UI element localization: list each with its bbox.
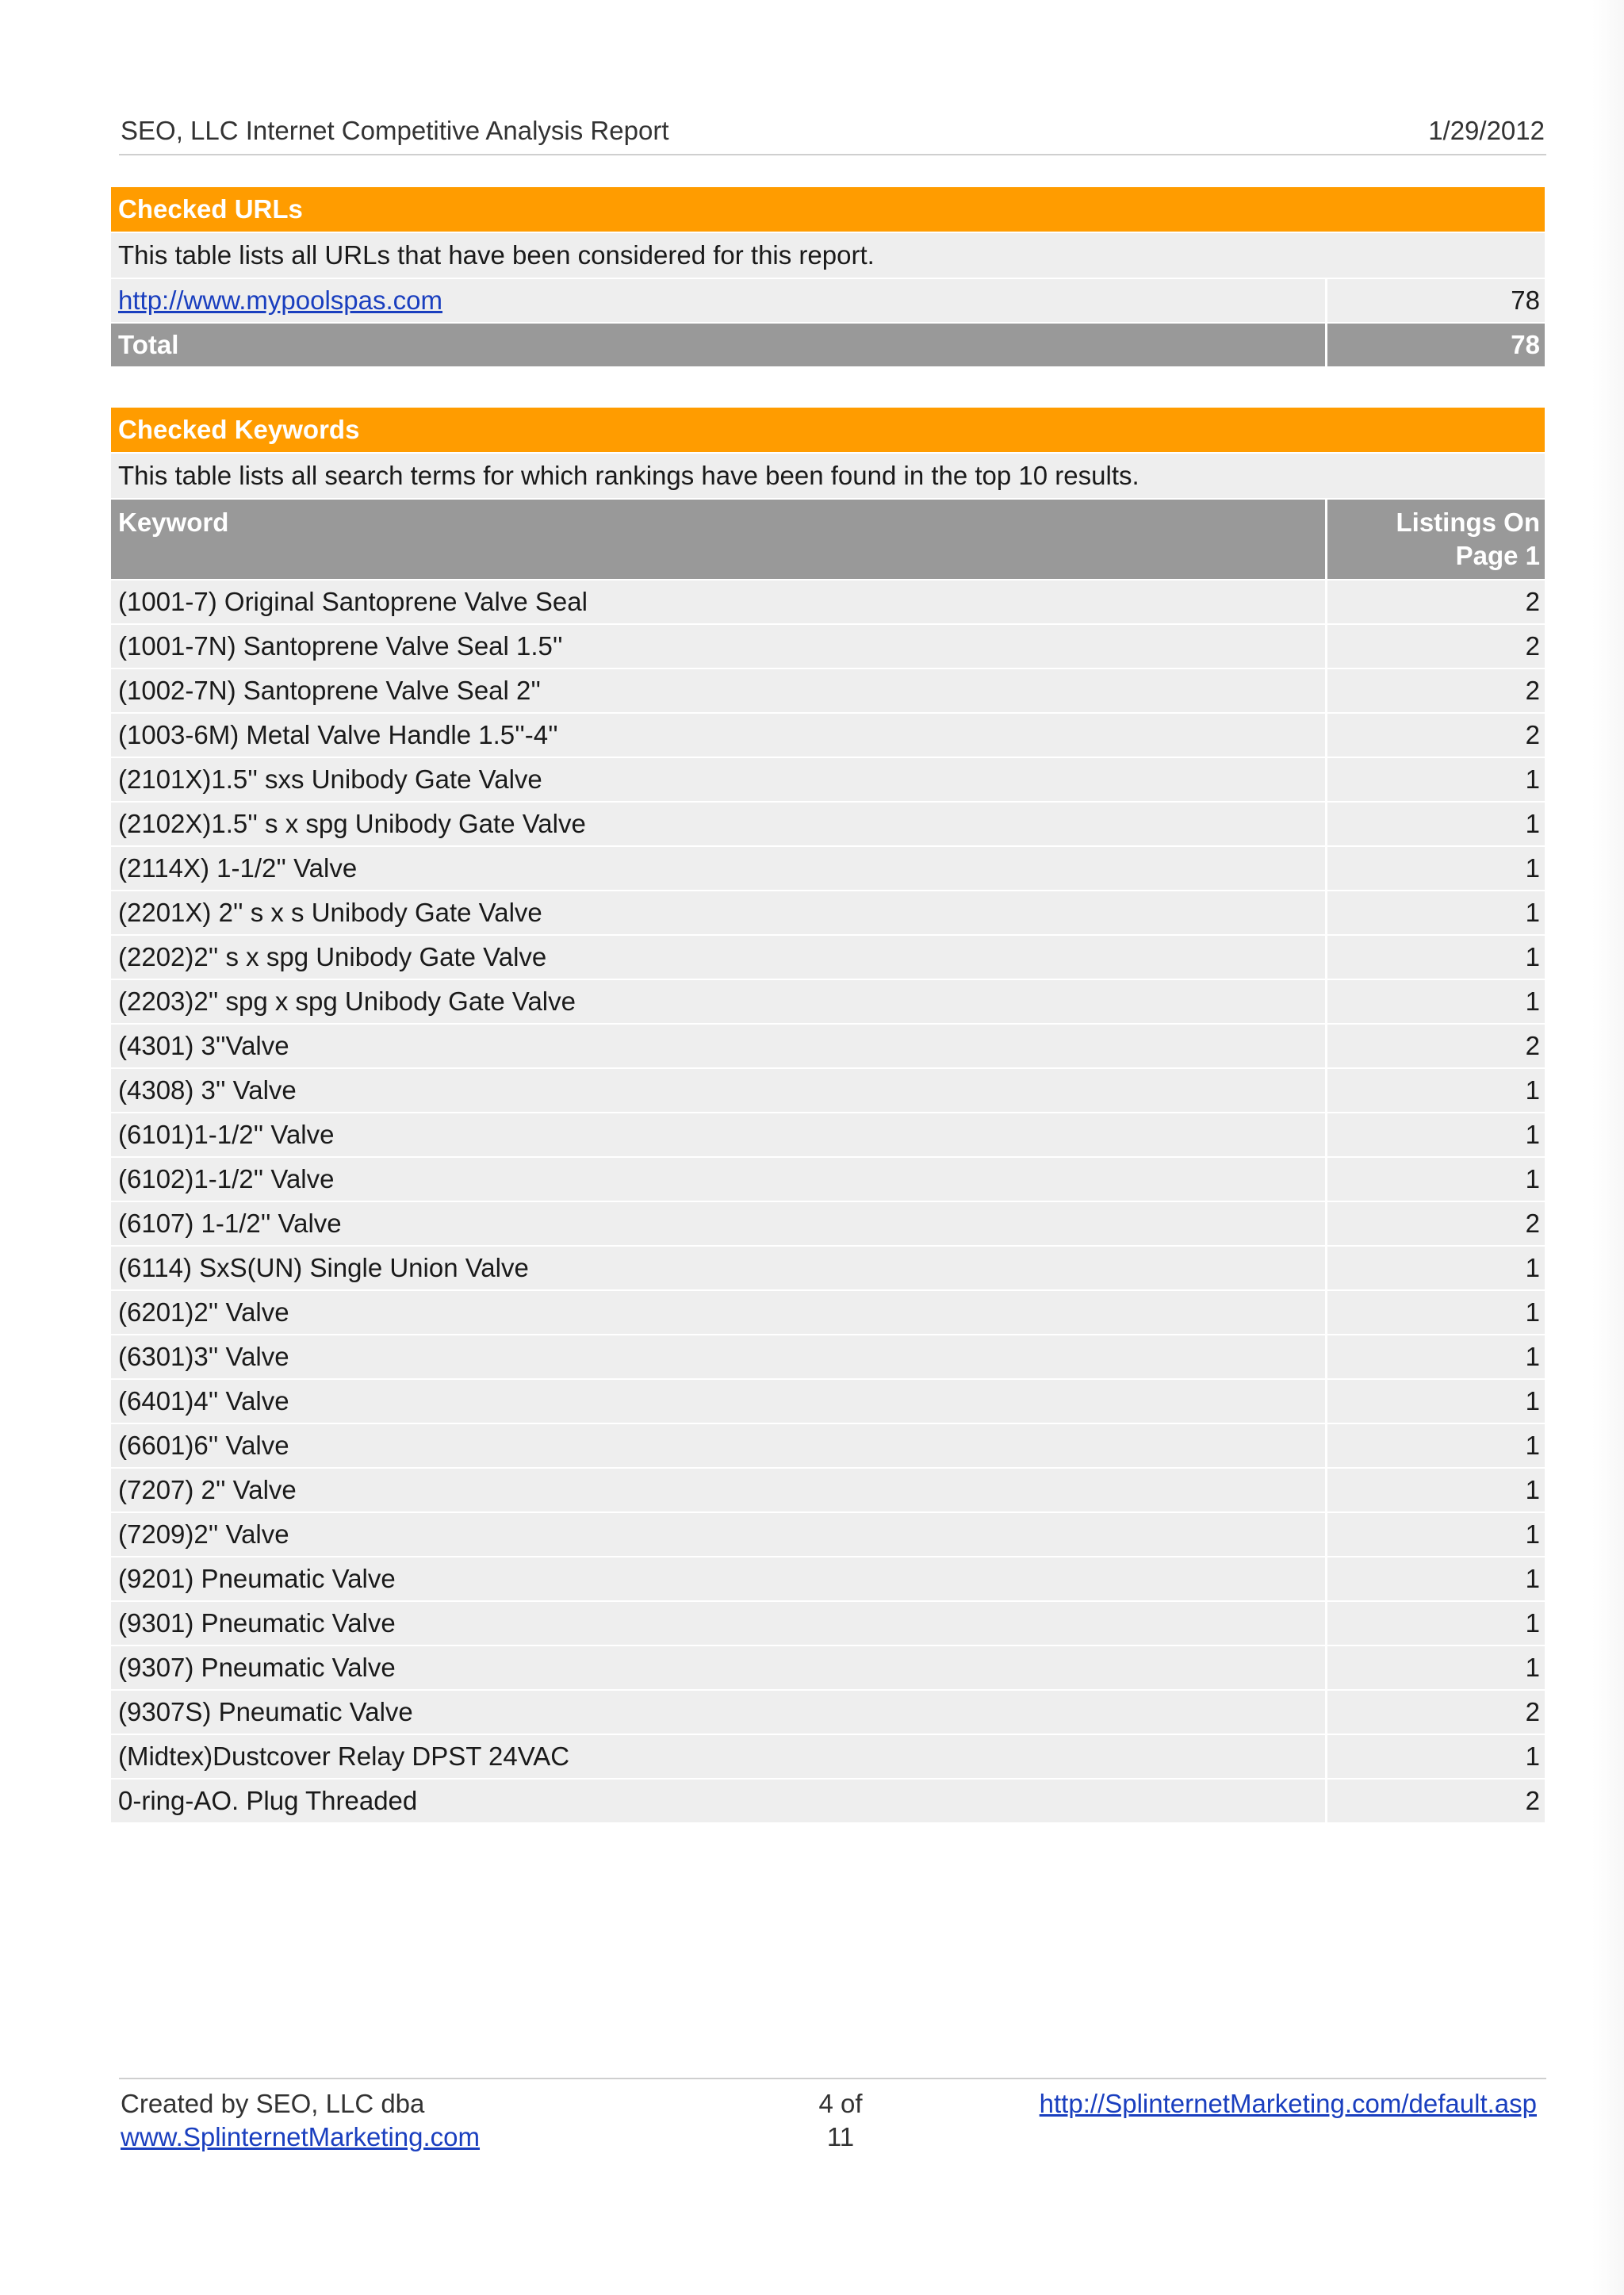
listings-cell: 1 (1525, 853, 1540, 883)
keyword-cell: (2202)2'' s x spg Unibody Gate Valve (111, 936, 1327, 979)
total-value: 78 (1511, 330, 1540, 359)
keyword-cell: (6101)1-1/2'' Valve (111, 1113, 1327, 1156)
page-edge-shadow (1592, 0, 1624, 2295)
keyword-cell: (6114) SxS(UN) Single Union Valve (111, 1247, 1327, 1289)
listings-cell: 2 (1525, 1031, 1540, 1060)
table-row (111, 1556, 1545, 1600)
keyword-column-header: Keyword (111, 500, 1327, 579)
table-row (111, 623, 1545, 668)
listings-cell: 1 (1525, 1342, 1540, 1371)
table-row (111, 278, 1545, 322)
table-row (111, 1201, 1545, 1245)
table-row (111, 1645, 1545, 1689)
table-row (111, 1734, 1545, 1778)
keyword-cell: (1003-6M) Metal Valve Handle 1.5''-4'' (111, 714, 1327, 757)
keyword-cell: (6201)2'' Valve (111, 1291, 1327, 1334)
keyword-cell: (1002-7N) Santoprene Valve Seal 2'' (111, 669, 1327, 712)
checked-urls-description: This table lists all URLs that have been considered for this report. (111, 232, 1545, 278)
keyword-cell: (9307) Pneumatic Valve (111, 1646, 1327, 1689)
footer-created-by: Created by SEO, LLC dba (121, 2089, 425, 2118)
footer-url (1040, 2087, 1537, 2121)
keyword-cell: (6601)6'' Valve (111, 1424, 1327, 1467)
listings-cell: 1 (1525, 1297, 1540, 1327)
keyword-cell: (6107) 1-1/2'' Valve (111, 1202, 1327, 1245)
listings-cell: 1 (1525, 1564, 1540, 1593)
table-row (111, 1600, 1545, 1645)
table-row (111, 1378, 1545, 1423)
page-header (119, 116, 1546, 155)
listings-cell: 1 (1525, 1741, 1540, 1771)
keyword-cell: (4308) 3'' Valve (111, 1069, 1327, 1112)
keyword-cell: 0-ring-AO. Plug Threaded (111, 1780, 1327, 1822)
table-row (111, 712, 1545, 757)
page-number-line2: 11 (826, 2122, 855, 2151)
table-row (111, 1289, 1545, 1334)
keyword-cell: (9201) Pneumatic Valve (111, 1557, 1327, 1600)
page-footer (119, 2078, 1546, 2151)
keyword-cell: (1001-7N) Santoprene Valve Seal 1.5'' (111, 625, 1327, 668)
listings-header-line1: Listings On (1396, 508, 1540, 537)
table-row (111, 757, 1545, 801)
listings-cell: 1 (1525, 1475, 1540, 1504)
table-row (111, 1423, 1545, 1467)
table-row (111, 1334, 1545, 1378)
checked-urls-title: Checked URLs (111, 187, 1545, 232)
listings-cell: 2 (1525, 1786, 1540, 1815)
listings-cell: 1 (1525, 1431, 1540, 1460)
keyword-cell: (2203)2'' spg x spg Unibody Gate Valve (111, 980, 1327, 1023)
listings-cell: 1 (1525, 1253, 1540, 1282)
listings-cell: 2 (1525, 720, 1540, 749)
table-header-row (111, 498, 1545, 579)
report-title: SEO, LLC Internet Competitive Analysis Report (121, 116, 669, 145)
table-row (111, 579, 1545, 623)
listings-cell: 1 (1525, 942, 1540, 971)
checked-urls-table (111, 187, 1545, 366)
keyword-cell: (4301) 3''Valve (111, 1025, 1327, 1067)
table-row (111, 890, 1545, 934)
table-row (111, 1156, 1545, 1201)
listings-cell: 1 (1525, 987, 1540, 1016)
listings-cell: 2 (1525, 1697, 1540, 1726)
table-row (111, 845, 1545, 890)
keyword-cell: (2201X) 2'' s x s Unibody Gate Valve (111, 891, 1327, 934)
report-date: 1/29/2012 (1428, 116, 1545, 145)
table-row (111, 801, 1545, 845)
keyword-cell: (1001-7) Original Santoprene Valve Seal (111, 580, 1327, 623)
checked-keywords-title: Checked Keywords (111, 408, 1545, 452)
keyword-cell: (6102)1-1/2'' Valve (111, 1158, 1327, 1201)
table-row (111, 1511, 1545, 1556)
table-row (111, 1467, 1545, 1511)
page-number-line1: 4 of (818, 2089, 863, 2118)
table-row (111, 1778, 1545, 1822)
listings-cell: 1 (1525, 1608, 1540, 1638)
url-count: 78 (1511, 285, 1540, 315)
listings-cell: 1 (1525, 764, 1540, 794)
table-row (111, 1689, 1545, 1734)
listings-cell: 2 (1525, 631, 1540, 661)
keyword-cell: (2101X)1.5'' sxs Unibody Gate Valve (111, 758, 1327, 801)
keyword-cell: (9301) Pneumatic Valve (111, 1602, 1327, 1645)
footer-site-link[interactable]: www.SplinternetMarketing.com (121, 2122, 481, 2151)
total-label: Total (111, 324, 1327, 366)
listings-cell: 1 (1525, 1519, 1540, 1549)
listings-cell: 2 (1525, 587, 1540, 616)
page-number (801, 2087, 880, 2154)
table-row (111, 979, 1545, 1023)
total-row (111, 322, 1545, 366)
listings-cell: 1 (1525, 898, 1540, 927)
footer-credit (121, 2087, 480, 2154)
listings-cell: 2 (1525, 676, 1540, 705)
keyword-cell: (6401)4'' Valve (111, 1380, 1327, 1423)
checked-keywords-description: This table lists all search terms for which rankings have been found in the top 10 results. (111, 452, 1545, 498)
keyword-rows (111, 579, 1545, 1822)
listings-cell: 1 (1525, 1120, 1540, 1149)
keyword-cell: (7207) 2'' Valve (111, 1469, 1327, 1511)
table-row (111, 1023, 1545, 1067)
table-row (111, 1245, 1545, 1289)
listings-cell: 1 (1525, 1075, 1540, 1105)
listings-cell: 2 (1525, 1209, 1540, 1238)
listings-header-line2: Page 1 (1455, 541, 1540, 570)
listings-cell: 1 (1525, 1386, 1540, 1416)
footer-url-link[interactable]: http://SplinternetMarketing.com/default.asp (1039, 2089, 1537, 2118)
listings-cell: 1 (1525, 1164, 1540, 1193)
keyword-cell: (2102X)1.5'' s x spg Unibody Gate Valve (111, 803, 1327, 845)
table-row (111, 668, 1545, 712)
checked-keywords-table (111, 408, 1545, 1822)
keyword-cell: (7209)2'' Valve (111, 1513, 1327, 1556)
url-link[interactable]: http://www.mypoolspas.com (118, 285, 442, 315)
keyword-cell: (Midtex)Dustcover Relay DPST 24VAC (111, 1735, 1327, 1778)
keyword-cell: (9307S) Pneumatic Valve (111, 1691, 1327, 1734)
listings-column-header (1327, 500, 1545, 579)
table-row (111, 1112, 1545, 1156)
table-row (111, 1067, 1545, 1112)
table-row (111, 934, 1545, 979)
url-cell (111, 279, 1327, 322)
keyword-cell: (2114X) 1-1/2'' Valve (111, 847, 1327, 890)
listings-cell: 1 (1525, 1653, 1540, 1682)
keyword-cell: (6301)3'' Valve (111, 1335, 1327, 1378)
listings-cell: 1 (1525, 809, 1540, 838)
